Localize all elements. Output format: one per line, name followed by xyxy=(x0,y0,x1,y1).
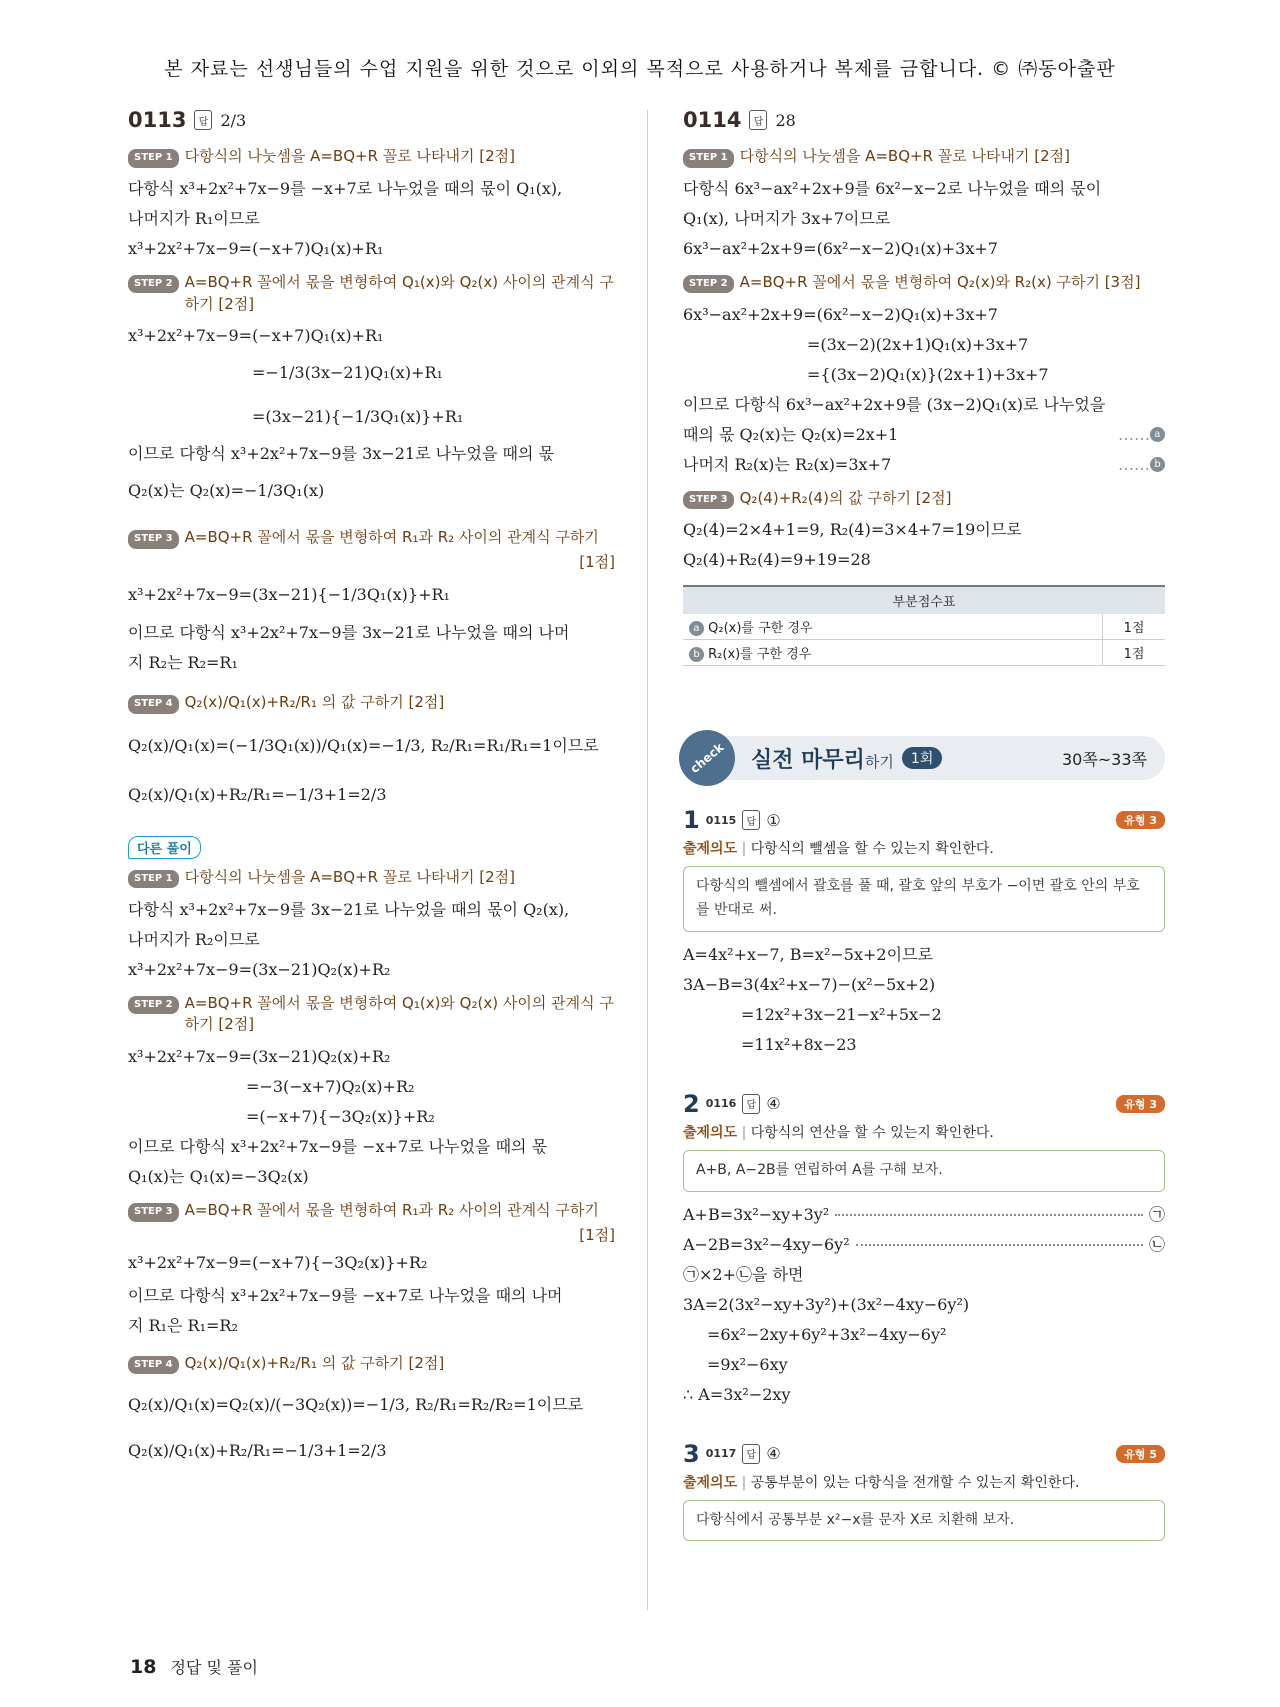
question-number: 0113 xyxy=(128,108,187,132)
solution-line: =11x²+8x−23 xyxy=(741,1034,857,1054)
type-badge: 유형 5 xyxy=(1116,1445,1165,1463)
footer-label: 정답 및 풀이 xyxy=(170,1658,258,1677)
solution-line: =(3x−21){−1/3Q₁(x)}+R₁ xyxy=(252,407,464,427)
problem-code: 0115 xyxy=(705,813,737,827)
alt-step-2 xyxy=(128,993,615,1037)
alternative-solution-label: 다른 풀이 xyxy=(128,836,201,859)
solution-line: =(−x+7){−3Q₂(x)}+R₂ xyxy=(246,1107,435,1126)
solution-line: Q₁(x)는 Q₁(x)=−3Q₂(x) xyxy=(128,1167,309,1186)
solution-line: =−1/3(3x−21)Q₁(x)+R₁ xyxy=(252,363,443,383)
step-title: A=BQ+R 꼴에서 몫을 변형하여 Q₁(x)와 Q₂(x) 사이의 관계식 구하기 [2점] xyxy=(184,272,614,313)
row-label: Q₂(x)를 구한 경우 xyxy=(708,621,813,637)
solution-line: Q₁(x), 나머지가 3x+7이므로 xyxy=(683,208,891,228)
step-4 xyxy=(128,692,615,714)
dots: …… xyxy=(1118,454,1150,474)
step-tag: STEP 2 xyxy=(128,275,179,294)
page-footer xyxy=(130,1655,258,1678)
answer-icon: 답 xyxy=(749,110,767,130)
solution-line: 6x³−ax²+2x+9=(6x²−x−2)Q₁(x)+3x+7 xyxy=(683,304,998,324)
solution-line: 지 R₂는 R₂=R₁ xyxy=(128,653,238,672)
problem-code: 0117 xyxy=(705,1447,737,1461)
hint-box: 다항식의 뺄셈에서 괄호를 풀 때, 괄호 앞의 부호가 −이면 괄호 안의 부호를 반대로 써. xyxy=(683,866,1165,932)
column-divider xyxy=(647,110,648,1610)
intent-label: 출제의도 xyxy=(683,1124,738,1141)
answer-icon: 답 xyxy=(742,1094,760,1114)
solution-line: Q₂(x)/Q₁(x)+R₂/R₁=−1/3+1=2/3 xyxy=(128,784,387,804)
answer-value: ① xyxy=(766,810,781,830)
solution-line: x³+2x²+7x−9=(−x+7){−3Q₂(x)}+R₂ xyxy=(128,1252,428,1272)
equation-marker: ㉡ xyxy=(1148,1234,1165,1254)
solution-line: x³+2x²+7x−9=(−x+7)Q₁(x)+R₁ xyxy=(128,238,384,258)
solution-line: =(3x−2)(2x+1)Q₁(x)+3x+7 xyxy=(807,334,1029,354)
solution-line: Q₂(4)+R₂(4)=9+19=28 xyxy=(683,550,871,570)
solution-line: 다항식 6x³−ax²+2x+9를 6x²−x−2로 나누었을 때의 몫이 xyxy=(683,178,1102,198)
equation-marker: ㉠ xyxy=(1148,1204,1165,1224)
solution-line xyxy=(683,420,1165,450)
solution-line: A=4x²+x−7, B=x²−5x+2이므로 xyxy=(683,944,933,964)
solution-line: 나머지가 R₁이므로 xyxy=(128,208,260,228)
solution-line: Q₂(4)=2×4+1=9, R₂(4)=3×4+7=19이므로 xyxy=(683,520,1022,540)
solution-line: x³+2x²+7x−9=(−x+7)Q₁(x)+R₁ xyxy=(128,326,384,346)
section-banner xyxy=(683,736,1165,780)
solution-line: 지 R₁은 R₁=R₂ xyxy=(128,1315,238,1335)
solution-line: 3A−B=3(4x²+x−7)−(x²−5x+2) xyxy=(683,974,936,994)
alt-step-1 xyxy=(128,867,615,889)
answer-icon: 답 xyxy=(742,1444,760,1464)
intent: 출제의도 | 다항식의 뺄셈을 할 수 있는지 확인한다. xyxy=(683,841,994,858)
solution-text: 때의 몫 Q₂(x)는 Q₂(x)=2x+1 xyxy=(683,424,899,444)
answer-value: ④ xyxy=(766,1444,781,1464)
step-1 xyxy=(683,146,1165,168)
intent: 출제의도 | 공통부분이 있는 다항식을 전개할 수 있는지 확인한다. xyxy=(683,1474,1080,1491)
solution-line: x³+2x²+7x−9=(3x−21)Q₂(x)+R₂ xyxy=(128,959,391,979)
copyright-notice: 본 자료는 선생님들의 수업 지원을 위한 것으로 이외의 목적으로 사용하거나 복제를 금합니다. © ㈜동아출판 xyxy=(164,58,1116,80)
step-tag: STEP 1 xyxy=(128,870,179,889)
solution-line: ={(3x−2)Q₁(x)}(2x+1)+3x+7 xyxy=(807,364,1049,384)
intent-label: 출제의도 xyxy=(683,841,738,858)
solution-line: 나머지가 R₂이므로 xyxy=(128,929,260,949)
alt-step-3 xyxy=(128,1200,615,1222)
solution-line: 이므로 다항식 x³+2x²+7x−9를 −x+7로 나누었을 때의 나머 xyxy=(128,1285,563,1305)
answer-icon: 답 xyxy=(194,110,212,130)
step-tag: STEP 3 xyxy=(128,530,179,549)
step-title: A=BQ+R 꼴에서 몫을 변형하여 R₁과 R₂ 사이의 관계식 구하기 xyxy=(184,528,599,547)
answer-value: 2/3 xyxy=(220,110,247,130)
check-badge: check xyxy=(668,719,747,798)
problem-2-header xyxy=(683,1090,1165,1118)
solution-line: =−3(−x+7)Q₂(x)+R₂ xyxy=(246,1077,415,1096)
table-row xyxy=(683,640,1165,666)
row-label: R₂(x)를 구한 경우 xyxy=(708,647,812,663)
step-title: 다항식의 나눗셈을 A=BQ+R 꼴로 나타내기 [2점] xyxy=(184,867,515,886)
solution-line: x³+2x²+7x−9=(3x−21)Q₂(x)+R₂ xyxy=(128,1047,391,1066)
solution-text: 나머지 R₂(x)는 R₂(x)=3x+7 xyxy=(683,454,892,474)
problem-code: 0116 xyxy=(705,1097,737,1111)
intent-text: 다항식의 뺄셈을 할 수 있는지 확인한다. xyxy=(750,841,994,858)
table-row xyxy=(683,614,1165,640)
problem-1-header xyxy=(683,806,1165,834)
row-points: 1점 xyxy=(1103,640,1166,666)
step-tag: STEP 2 xyxy=(128,996,179,1015)
step-3 xyxy=(128,527,615,549)
step-title: Q₂(4)+R₂(4)의 값 구하기 [2점] xyxy=(739,488,952,507)
solution-text: A+B=3x²−xy+3y² xyxy=(683,1204,830,1224)
step-tag: STEP 1 xyxy=(683,149,734,168)
marker-a: a xyxy=(689,621,704,636)
step-title: Q₂(x)/Q₁(x)+R₂/R₁ 의 값 구하기 [2점] xyxy=(184,1353,445,1372)
intent-text: 공통부분이 있는 다항식을 전개할 수 있는지 확인한다. xyxy=(750,1474,1080,1491)
solution-line xyxy=(683,450,1165,480)
problem-number: 1 xyxy=(683,806,700,835)
solution-text: A−2B=3x²−4xy−6y² xyxy=(683,1234,850,1254)
step-tag: STEP 4 xyxy=(128,695,179,714)
type-badge: 유형 3 xyxy=(1116,811,1165,829)
solution-line: 이므로 다항식 x³+2x²+7x−9를 3x−21로 나누었을 때의 몫 xyxy=(128,444,554,464)
step-title: A=BQ+R 꼴에서 몫을 변형하여 R₁과 R₂ 사이의 관계식 구하기 xyxy=(184,1201,599,1219)
question-number: 0114 xyxy=(683,108,742,132)
step-title: Q₂(x)/Q₁(x)+R₂/R₁ 의 값 구하기 [2점] xyxy=(184,693,445,711)
step-tag: STEP 3 xyxy=(683,491,734,510)
solution-line: 이므로 다항식 x³+2x²+7x−9를 −x+7로 나누었을 때의 몫 xyxy=(128,1137,548,1156)
solution-line: ∴ A=3x²−2xy xyxy=(683,1384,791,1404)
answer-icon: 답 xyxy=(742,810,760,830)
solution-line: =6x²−2xy+6y²+3x²−4xy−6y² xyxy=(707,1324,947,1344)
step-tag: STEP 2 xyxy=(683,275,734,294)
type-badge: 유형 3 xyxy=(1116,1095,1165,1113)
step-points: [1점] xyxy=(579,1225,615,1244)
hint-box: A+B, A−2B를 연립하여 A를 구해 보자. xyxy=(683,1150,1165,1192)
section-title-main: 실전 마무리 xyxy=(751,747,865,773)
right-column xyxy=(683,108,1165,1549)
section-title xyxy=(751,743,894,774)
solution-line: 3A=2(3x²−xy+3y²)+(3x²−4xy−6y²) xyxy=(683,1294,970,1314)
round-badge: 1회 xyxy=(902,747,942,769)
marker-b: b xyxy=(1150,457,1165,472)
dotted-leader xyxy=(835,1214,1143,1216)
step-title: A=BQ+R 꼴에서 몫을 변형하여 Q₂(x)와 R₂(x) 구하기 [3점] xyxy=(739,272,1141,291)
step-tag: STEP 1 xyxy=(128,149,179,168)
step-title: 다항식의 나눗셈을 A=BQ+R 꼴로 나타내기 [2점] xyxy=(739,147,1070,165)
solution-line: ㉠×2+㉡을 하면 xyxy=(683,1264,804,1284)
solution-line: 다항식 x³+2x²+7x−9를 3x−21로 나누었을 때의 몫이 Q₂(x), xyxy=(128,899,570,919)
dotted-leader xyxy=(856,1244,1143,1246)
answer-value: ④ xyxy=(766,1094,781,1114)
solution-line: 다항식 x³+2x²+7x−9를 −x+7로 나누었을 때의 몫이 Q₁(x), xyxy=(128,178,563,198)
problem-number: 3 xyxy=(683,1439,700,1468)
marker-a: a xyxy=(1150,427,1165,442)
solution-line: 6x³−ax²+2x+9=(6x²−x−2)Q₁(x)+3x+7 xyxy=(683,238,998,258)
alt-step-4 xyxy=(128,1353,615,1375)
solution-line: Q₂(x)/Q₁(x)=Q₂(x)/(−3Q₂(x))=−1/3, R₂/R₁=R₂/R₂=1이므로 xyxy=(128,1394,584,1414)
page-number: 18 xyxy=(130,1656,157,1678)
question-0114-header xyxy=(683,108,1165,132)
solution-line xyxy=(683,1200,1165,1230)
intent-label: 출제의도 xyxy=(683,1474,738,1491)
solution-line xyxy=(683,1230,1165,1260)
hint-box: 다항식에서 공통부분 x²−x를 문자 X로 치환해 보자. xyxy=(683,1500,1165,1542)
left-column xyxy=(128,108,615,1473)
step-3 xyxy=(683,488,1165,510)
solution-line: 이므로 다항식 6x³−ax²+2x+9를 (3x−2)Q₁(x)로 나누었을 xyxy=(683,394,1106,414)
question-0113-header xyxy=(128,108,615,132)
step-tag: STEP 3 xyxy=(128,1203,179,1222)
marker-b: b xyxy=(689,647,704,662)
step-2 xyxy=(683,272,1165,294)
step-points: [1점] xyxy=(579,553,615,571)
step-2 xyxy=(128,272,615,316)
step-1 xyxy=(128,146,615,168)
solution-line: =9x²−6xy xyxy=(707,1354,788,1374)
step-title: 다항식의 나눗셈을 A=BQ+R 꼴로 나타내기 [2점] xyxy=(184,147,515,165)
solution-line: Q₂(x)/Q₁(x)=(−1/3Q₁(x))/Q₁(x)=−1/3, R₂/R₁=R₁/R₁=1이므로 xyxy=(128,735,599,755)
section-title-suffix: 하기 xyxy=(864,752,894,771)
row-points: 1점 xyxy=(1103,614,1166,640)
table-title: 부분점수표 xyxy=(683,586,1165,614)
problem-3-header xyxy=(683,1440,1165,1468)
answer-value: 28 xyxy=(775,110,796,130)
partial-score-table xyxy=(683,585,1165,666)
intent: 출제의도 | 다항식의 연산을 할 수 있는지 확인한다. xyxy=(683,1124,994,1141)
solution-line: Q₂(x)/Q₁(x)+R₂/R₁=−1/3+1=2/3 xyxy=(128,1440,387,1460)
solution-line: Q₂(x)는 Q₂(x)=−1/3Q₁(x) xyxy=(128,481,325,501)
page-range: 30쪽~33쪽 xyxy=(1061,749,1147,769)
solution-line: =12x²+3x−21−x²+5x−2 xyxy=(741,1004,942,1024)
solution-line: 이므로 다항식 x³+2x²+7x−9를 3x−21로 나누었을 때의 나머 xyxy=(128,623,570,642)
intent-text: 다항식의 연산을 할 수 있는지 확인한다. xyxy=(750,1124,994,1141)
problem-number: 2 xyxy=(683,1089,700,1118)
step-tag: STEP 4 xyxy=(128,1356,179,1375)
step-title: A=BQ+R 꼴에서 몫을 변형하여 Q₁(x)와 Q₂(x) 사이의 관계식 구하기 [2점] xyxy=(184,993,614,1034)
dots: …… xyxy=(1118,424,1150,444)
solution-line: x³+2x²+7x−9=(3x−21){−1/3Q₁(x)}+R₁ xyxy=(128,585,450,604)
